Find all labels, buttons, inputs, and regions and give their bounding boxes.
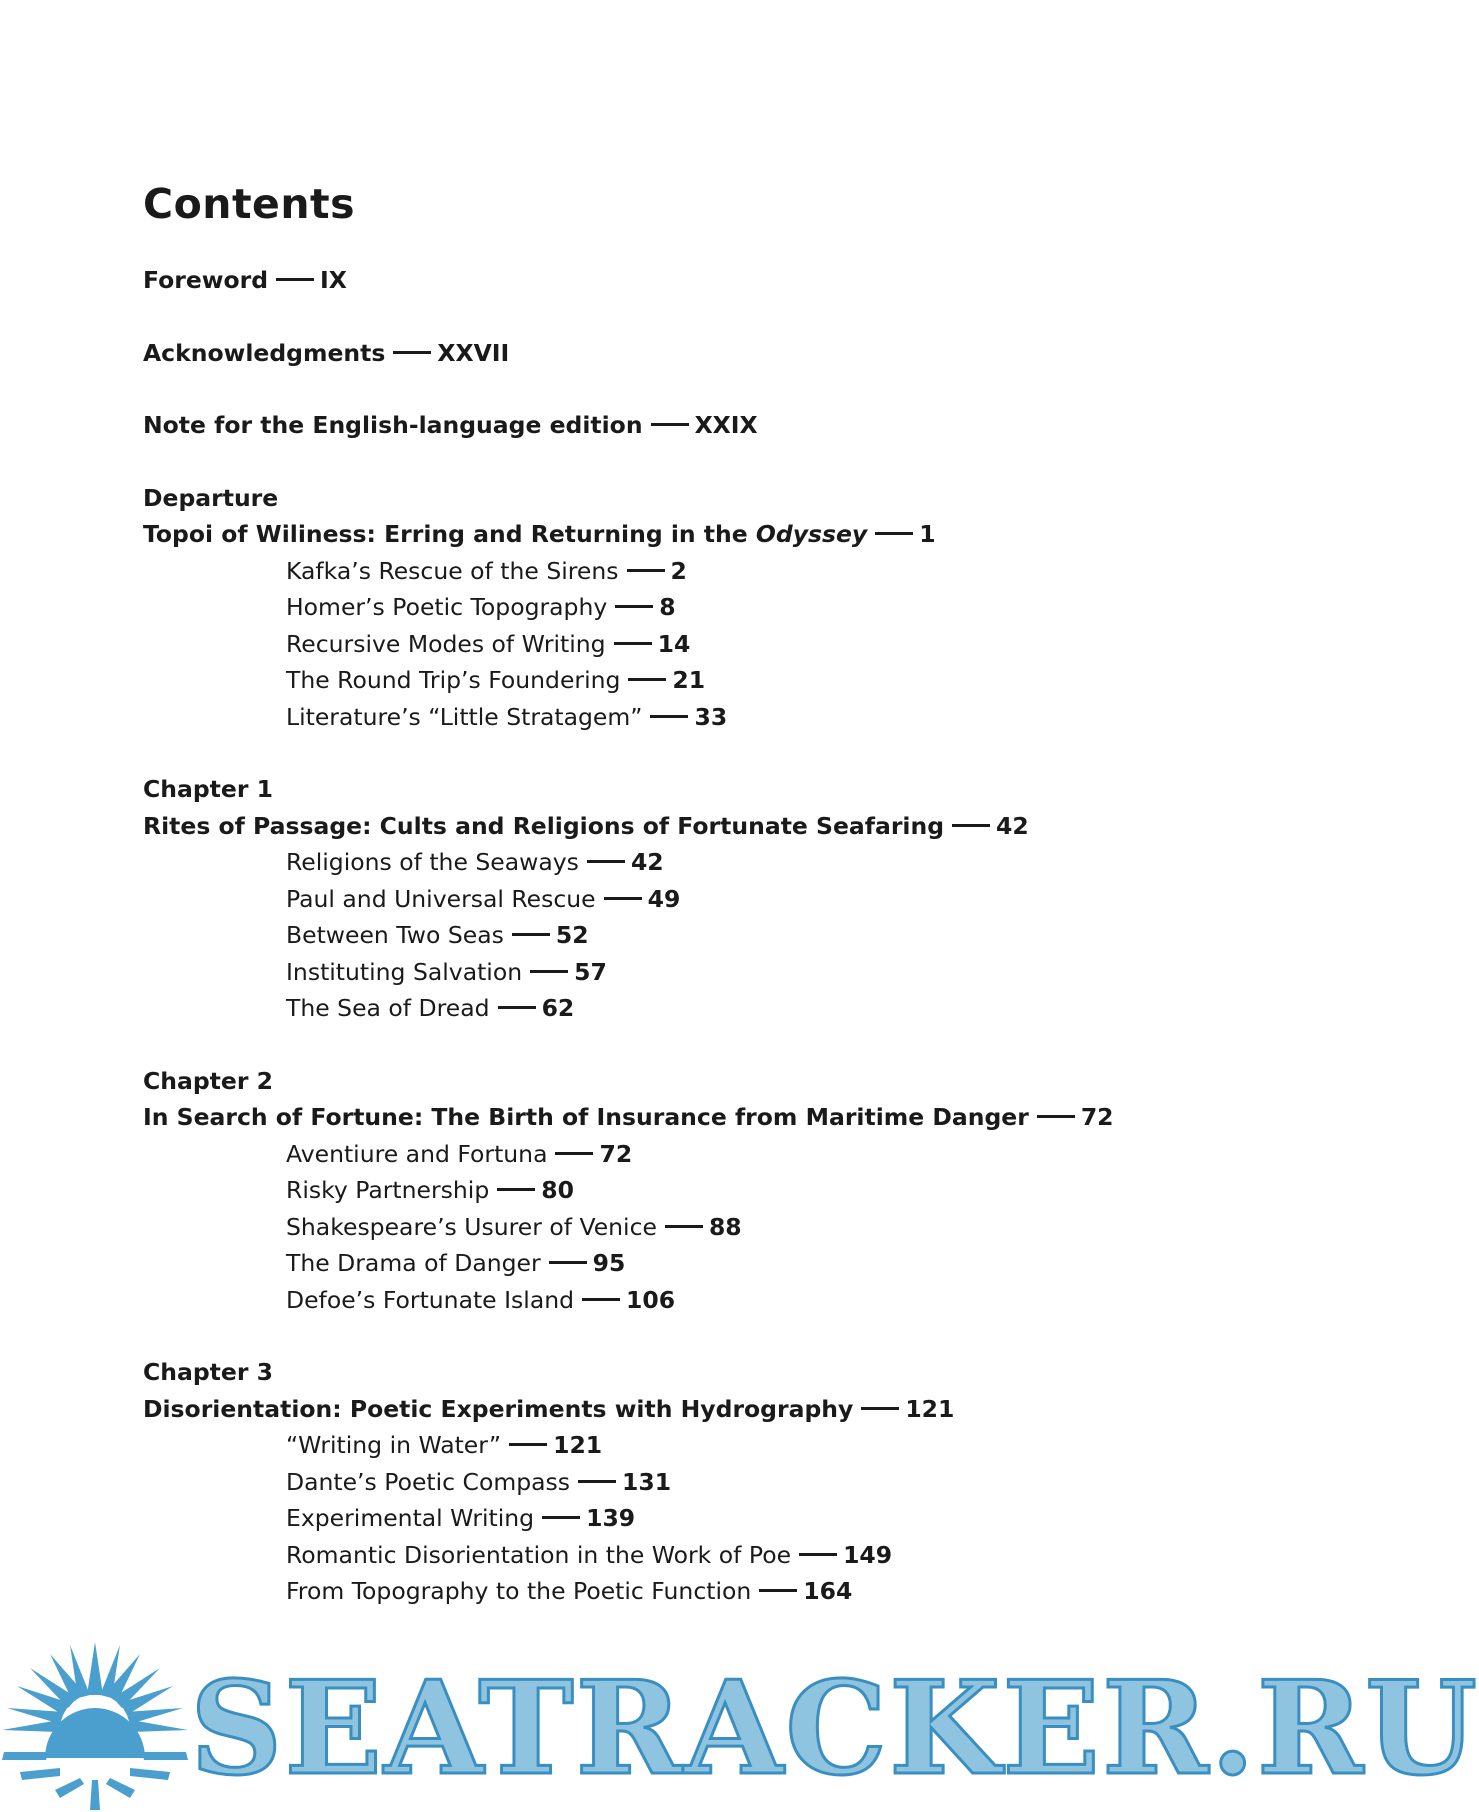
sun-logo-icon — [0, 1640, 190, 1812]
entry-label: Shakespeare’s Usurer of Venice — [286, 1212, 657, 1241]
dash-separator — [578, 1480, 616, 1483]
entry-label: Defoe’s Fortunate Island — [286, 1285, 575, 1314]
entry-page: 72 — [1080, 1103, 1114, 1131]
entry-page: 49 — [647, 884, 681, 913]
entry-page: 42 — [996, 811, 1029, 840]
entry-page: 164 — [803, 1577, 853, 1605]
table-of-contents — [143, 262, 1143, 1610]
entry-label: Literature’s “Little Stratagem” — [286, 702, 643, 731]
dash-separator — [393, 351, 431, 354]
section-label-departure: Departure — [143, 483, 279, 512]
toc-subentry — [143, 917, 1143, 954]
toc-subentry — [143, 553, 1143, 590]
toc-entry-acknowledgments — [143, 335, 1143, 372]
dash-separator — [549, 1261, 587, 1264]
entry-page: 88 — [708, 1212, 742, 1241]
entry-page: IX — [320, 266, 347, 294]
entry-page: 121 — [905, 1394, 955, 1423]
entry-label: Rites of Passage: Cults and Religions of Fortunate Seafaring — [143, 811, 945, 840]
entry-label: Instituting Salvation — [286, 957, 523, 986]
entry-page: 8 — [659, 593, 676, 621]
dash-separator — [604, 897, 642, 900]
toc-subentry — [143, 699, 1143, 736]
entry-label: Homer’s Poetic Topography — [286, 593, 608, 621]
entry-label: The Drama of Danger — [286, 1249, 541, 1277]
dash-separator — [799, 1553, 837, 1556]
entry-label: The Sea of Dread — [286, 994, 490, 1022]
dash-separator — [665, 1225, 703, 1228]
toc-entry-chapter-1-title — [143, 808, 1143, 845]
dash-separator — [509, 1443, 547, 1446]
toc-subentry — [143, 1282, 1143, 1319]
entry-label: From Topography to the Poetic Function — [286, 1577, 752, 1605]
dash-separator — [530, 970, 568, 973]
toc-subentry — [143, 1427, 1143, 1464]
page-title: Contents — [143, 180, 356, 228]
toc-subentry — [143, 1172, 1143, 1209]
toc-subentry — [143, 1464, 1143, 1501]
entry-page: 121 — [553, 1431, 603, 1459]
watermark — [0, 1640, 1479, 1812]
entry-page: 52 — [555, 921, 589, 949]
dash-separator — [759, 1589, 797, 1592]
entry-label: Note for the English-language edition — [143, 411, 643, 439]
toc-entry-chapter-3-title — [143, 1391, 1143, 1428]
entry-page: XXVII — [437, 338, 510, 367]
entry-label: The Round Trip’s Foundering — [286, 666, 621, 694]
dash-separator — [497, 1188, 535, 1191]
entry-label: Disorientation: Poetic Experiments with Hydrography — [143, 1394, 854, 1423]
entry-label: Recursive Modes of Writing — [286, 629, 606, 658]
entry-page: 131 — [622, 1467, 672, 1496]
chapter-label-1: Chapter 1 — [143, 775, 273, 803]
toc-entry-note — [143, 407, 1143, 444]
toc-subentry — [143, 1573, 1143, 1610]
dash-separator — [1037, 1115, 1075, 1118]
entry-page: 149 — [843, 1540, 893, 1569]
entry-label: Paul and Universal Rescue — [286, 884, 596, 913]
entry-page: 21 — [672, 666, 706, 694]
toc-subentry — [143, 954, 1143, 991]
dash-separator — [615, 605, 653, 608]
entry-label: Romantic Disorientation in the Work of Poe — [286, 1540, 792, 1569]
watermark-text: SEATRACKER.RU — [190, 1654, 1479, 1804]
entry-page: XXIX — [694, 411, 758, 439]
entry-page: 62 — [541, 994, 575, 1022]
toc-entry-departure-title — [143, 516, 1143, 553]
dash-separator — [542, 1516, 580, 1519]
toc-subentry — [143, 1209, 1143, 1246]
entry-page: 33 — [694, 702, 728, 731]
chapter-label-3: Chapter 3 — [143, 1358, 273, 1386]
dash-separator — [627, 569, 665, 572]
toc-subentry — [143, 1245, 1143, 1282]
entry-page: 72 — [599, 1139, 633, 1168]
entry-label: Aventiure and Fortuna — [286, 1139, 548, 1168]
toc-subentry — [143, 1500, 1143, 1537]
entry-label: “Writing in Water” — [286, 1431, 502, 1459]
toc-subentry — [143, 662, 1143, 699]
entry-page: 42 — [630, 848, 664, 876]
entry-page: 57 — [574, 957, 607, 986]
entry-page: 139 — [586, 1504, 636, 1532]
entry-label: Acknowledgments — [143, 338, 386, 367]
entry-label: Between Two Seas — [286, 921, 504, 949]
toc-subentry — [143, 626, 1143, 663]
entry-label-italic: Odyssey — [755, 520, 868, 548]
chapter-label-2: Chapter 2 — [143, 1066, 273, 1095]
toc-entry-chapter-2-title — [143, 1099, 1143, 1136]
entry-label: Foreword — [143, 266, 269, 294]
entry-label: Kafka’s Rescue of the Sirens — [286, 556, 619, 585]
dash-separator — [861, 1407, 899, 1410]
dash-separator — [614, 642, 652, 645]
dash-separator — [651, 423, 689, 426]
toc-subentry — [143, 881, 1143, 918]
dash-separator — [276, 278, 314, 281]
entry-page: 80 — [541, 1176, 574, 1204]
dash-separator — [875, 532, 913, 535]
entry-label: Topoi of Wiliness: Erring and Returning in the — [143, 520, 756, 548]
dash-separator — [952, 824, 990, 827]
toc-subentry — [143, 844, 1143, 881]
dash-separator — [512, 933, 550, 936]
entry-label: Dante’s Poetic Compass — [286, 1467, 571, 1496]
toc-entry-foreword — [143, 262, 1143, 299]
toc-subentry — [143, 1136, 1143, 1173]
entry-page: 14 — [657, 629, 691, 658]
dash-separator — [555, 1152, 593, 1155]
entry-label: In Search of Fortune: The Birth of Insurance from Maritime Danger — [143, 1103, 1029, 1131]
entry-page: 106 — [626, 1285, 676, 1314]
dash-separator — [650, 715, 688, 718]
toc-subentry — [143, 990, 1143, 1027]
dash-separator — [582, 1298, 620, 1301]
entry-page: 2 — [670, 556, 687, 585]
toc-subentry — [143, 1537, 1143, 1574]
entry-page: 95 — [592, 1249, 626, 1277]
toc-subentry — [143, 589, 1143, 626]
entry-label: Experimental Writing — [286, 1504, 535, 1532]
entry-label: Risky Partnership — [286, 1176, 490, 1204]
entry-label: Religions of the Seaways — [286, 848, 579, 876]
dash-separator — [587, 860, 625, 863]
dash-separator — [628, 678, 666, 681]
dash-separator — [498, 1006, 536, 1009]
entry-page: 1 — [919, 520, 936, 548]
